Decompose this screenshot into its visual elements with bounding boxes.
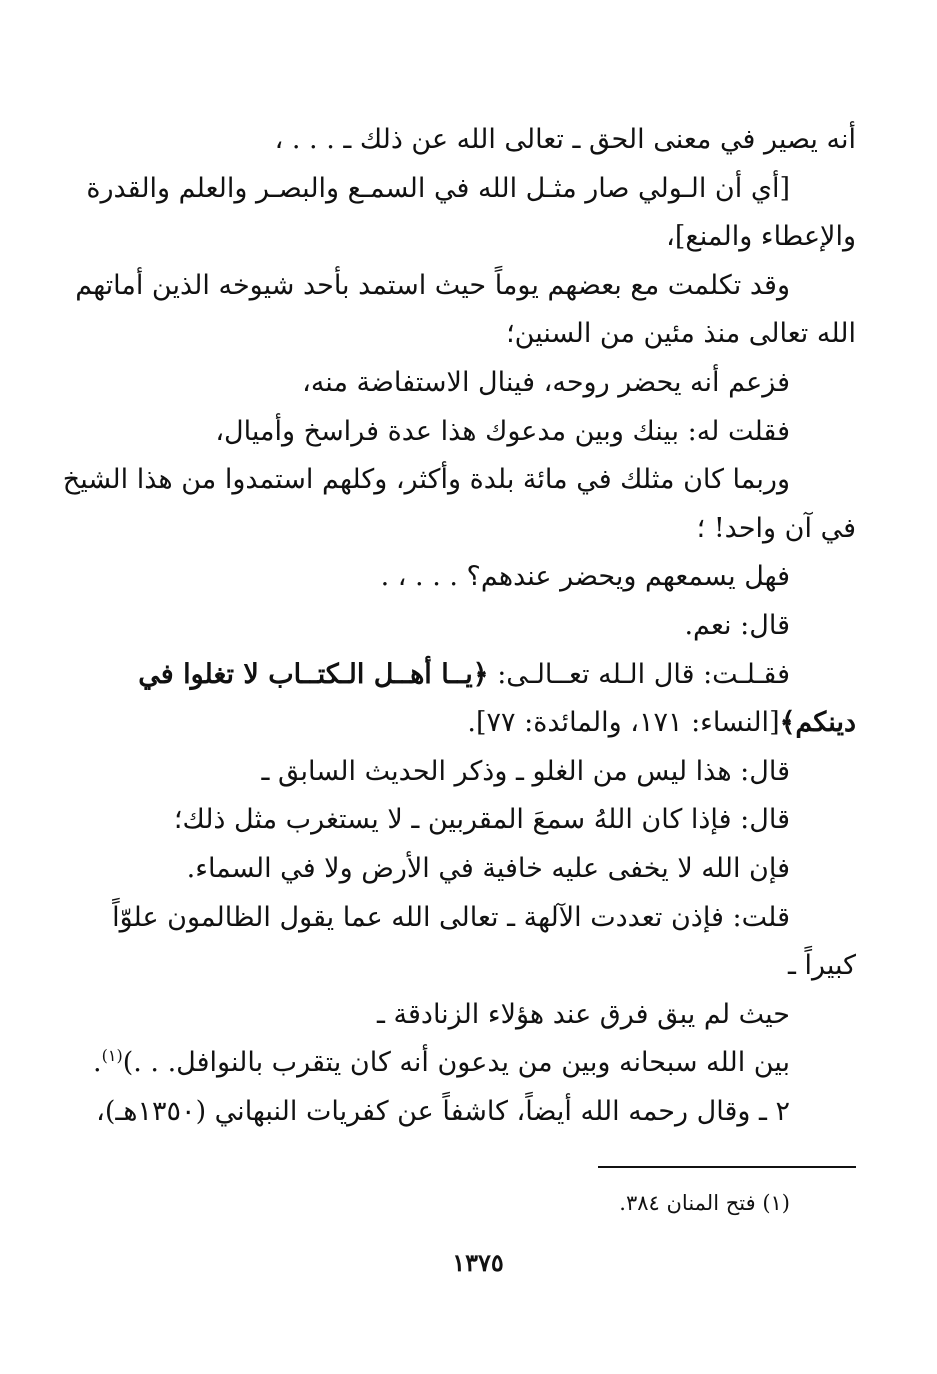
text-line — [134, 699, 856, 748]
period: . — [93, 1047, 102, 1079]
text-line: وقد تكلمت مع بعضهم يوماً حيث استمد بأحد شيوخه الذين أماتهم — [75, 269, 790, 301]
text-line: الله تعالى منذ مئين من السنين؛ — [506, 318, 856, 350]
text-line: قال: فإذا كان اللهُ سمعَ المقربين ـ لا يستغرب مثل ذلك؛ — [173, 804, 790, 836]
text-line: في آن واحد! ؛ — [696, 512, 856, 544]
text-line: قلت: فإذن تعددت الآلهة ـ تعالى الله عما يقول الظالمون علوّاً — [112, 901, 790, 933]
text-line: فإن الله لا يخفى عليه خافية في الأرض ولا في السماء. — [186, 852, 790, 884]
text-line: فزعم أنه يحضر روحه، فينال الاستفاضة منه، — [302, 366, 790, 398]
main-text — [62, 116, 856, 1136]
text-line: ٢ ـ وقال رحمه الله أيضاً، كاشفاً عن كفريات النبهاني (١٣٥٠هـ)، — [96, 1095, 790, 1127]
footnote: (١) فتح المنان ٣٨٤. — [619, 1191, 790, 1215]
text-line: قال: نعم. — [684, 609, 790, 641]
text-line — [93, 1039, 856, 1088]
footnote-marker: (١) — [101, 1046, 123, 1066]
text-line: حيث لم يبق فرق عند هؤلاء الزنادقة ـ — [377, 998, 790, 1030]
text-line: والإعطاء والمنع]، — [666, 221, 856, 253]
text-line: فهل يسمعهم ويحضر عندهم؟ . . . ، . — [380, 561, 790, 593]
text-line — [134, 651, 856, 700]
text-line: فقلت له: بينك وبين مدعوك هذا عدة فراسخ وأميال، — [215, 415, 790, 447]
quote-end: بين الله سبحانه وبين من يدعون أنه كان يتقرب بالنوافل. . .) — [122, 1047, 790, 1079]
text-line: وربما كان مثلك في مائة بلدة وأكثر، وكلهم استمدوا من هذا الشيخ — [62, 464, 790, 496]
page-number: ١٣٧٥ — [452, 1248, 504, 1277]
quran-verse: ﴿يــا أهــل الـكتــاب لا تغلوا في — [138, 658, 489, 690]
text-line: [أي أن الـولي صار مثـل الله في السمـع والبصـر والعلم والقدرة — [86, 172, 790, 204]
quran-verse-end: دينكم﴾ — [779, 707, 856, 739]
text-line: قال: هذا ليس من الغلو ـ وذكر الحديث السابق ـ — [261, 755, 790, 787]
text-line: كبيراً ـ — [787, 950, 856, 982]
text-line: أنه يصير في معنى الحق ـ تعالى الله عن ذلك ـ . . . ، — [274, 124, 856, 155]
quran-intro: فقـلـت: قال الـله تعــالـى: — [497, 658, 790, 690]
quran-citation: [النساء: ١٧١، والمائدة: ٧٧]. — [467, 707, 780, 739]
footnote-divider — [598, 1166, 856, 1168]
